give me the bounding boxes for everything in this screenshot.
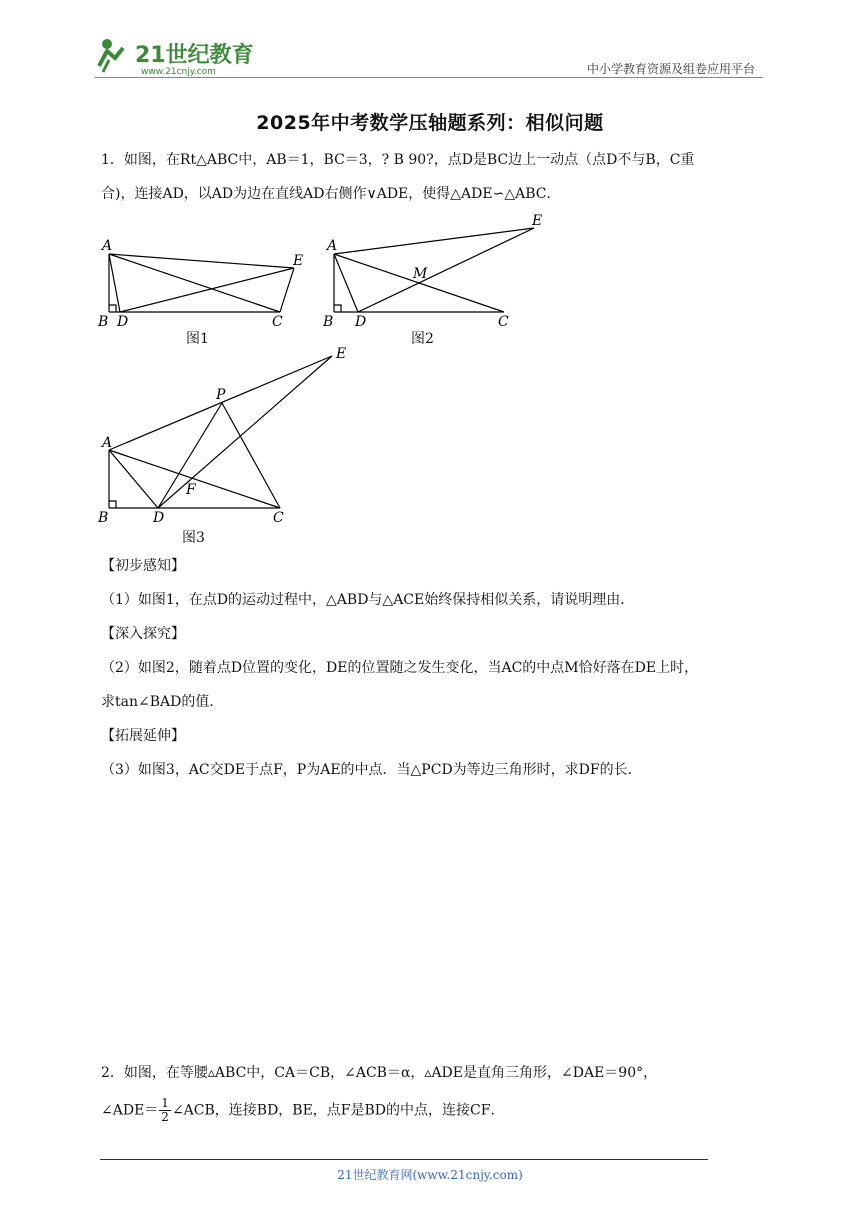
fig2-label: 图2 (411, 331, 434, 347)
svg-text:C: C (272, 314, 283, 330)
q1-line2: 合)，连接AD，以AD为边在直线AD右侧作∨ADE，使得△ADE∽△ABC． (101, 186, 561, 202)
q2-line2-pre: ∠ADE＝ (101, 1102, 159, 1119)
q2-line2-post: ∠ACB，连接BD，BE，点F是BD的中点，连接CF． (171, 1102, 505, 1119)
svg-text:D: D (355, 314, 367, 330)
svg-text:C: C (498, 314, 509, 330)
svg-text:F: F (186, 482, 196, 498)
svg-text:www.21cnjy.com: www.21cnjy.com (141, 67, 216, 76)
svg-text:A: A (327, 238, 338, 254)
fraction-denominator: 2 (161, 1110, 169, 1124)
svg-text:P: P (216, 387, 226, 403)
q2-line2 (101, 1097, 504, 1124)
q1-part3: （3）如图3，AC交DE于点F，P为AE的中点．当△PCD为等边三角形时，求DF的长． (101, 762, 642, 778)
svg-text:E: E (336, 346, 347, 362)
fraction-half (159, 1097, 171, 1124)
figure-3 (109, 356, 332, 508)
svg-text:A: A (102, 238, 113, 254)
svg-text:D: D (153, 510, 165, 526)
fig1-label: 图1 (186, 331, 209, 347)
svg-text:B: B (98, 510, 109, 526)
svg-text:B: B (98, 314, 109, 330)
q2-line1: 2．如图，在等腰▵ABC中，CA＝CB，∠ACB＝α，▵ADE是直角三角形，∠DAE＝90°， (101, 1065, 658, 1081)
platform-tagline: 中小学教育资源及组卷应用平台 (586, 62, 755, 76)
svg-text:A: A (102, 435, 113, 451)
section-extend: 【拓展延伸】 (101, 728, 185, 744)
q1-part2-line1: （2）如图2，随着点D位置的变化，DE的位置随之发生变化，当AC的中点M恰好落在DE上时， (101, 660, 699, 676)
page-title: 2025年中考数学压轴题系列：相似问题 (256, 112, 604, 134)
figure-1 (109, 254, 294, 312)
q1-part2-line2: 求tan∠BAD的值． (101, 694, 224, 710)
section-initial: 【初步感知】 (101, 558, 185, 574)
svg-text:E: E (532, 213, 543, 229)
svg-text:E: E (293, 253, 304, 269)
svg-text:D: D (117, 314, 129, 330)
section-deeper: 【深入探究】 (101, 626, 185, 642)
q1-part1: （1）如图1，在点D的运动过程中，△ABD与△ACE始终保持相似关系，请说明理由． (101, 592, 635, 608)
footer-divider (100, 1159, 708, 1160)
footer-link[interactable]: 21世纪教育网(www.21cnjy.com) (337, 1168, 523, 1182)
fig3-label: 图3 (182, 530, 205, 546)
svg-text:C: C (273, 510, 284, 526)
svg-text:M: M (413, 266, 428, 282)
figures (0, 0, 860, 560)
figure-2 (334, 228, 534, 312)
svg-text:21世纪教育: 21世纪教育 (135, 43, 254, 68)
fraction-numerator: 1 (161, 1096, 169, 1110)
q1-line1: 1．如图，在Rt△ABC中，AB＝1，BC＝3，? B 90?，点D是BC边上一动点（点D不与B，C重 (101, 152, 695, 168)
svg-text:B: B (323, 314, 334, 330)
